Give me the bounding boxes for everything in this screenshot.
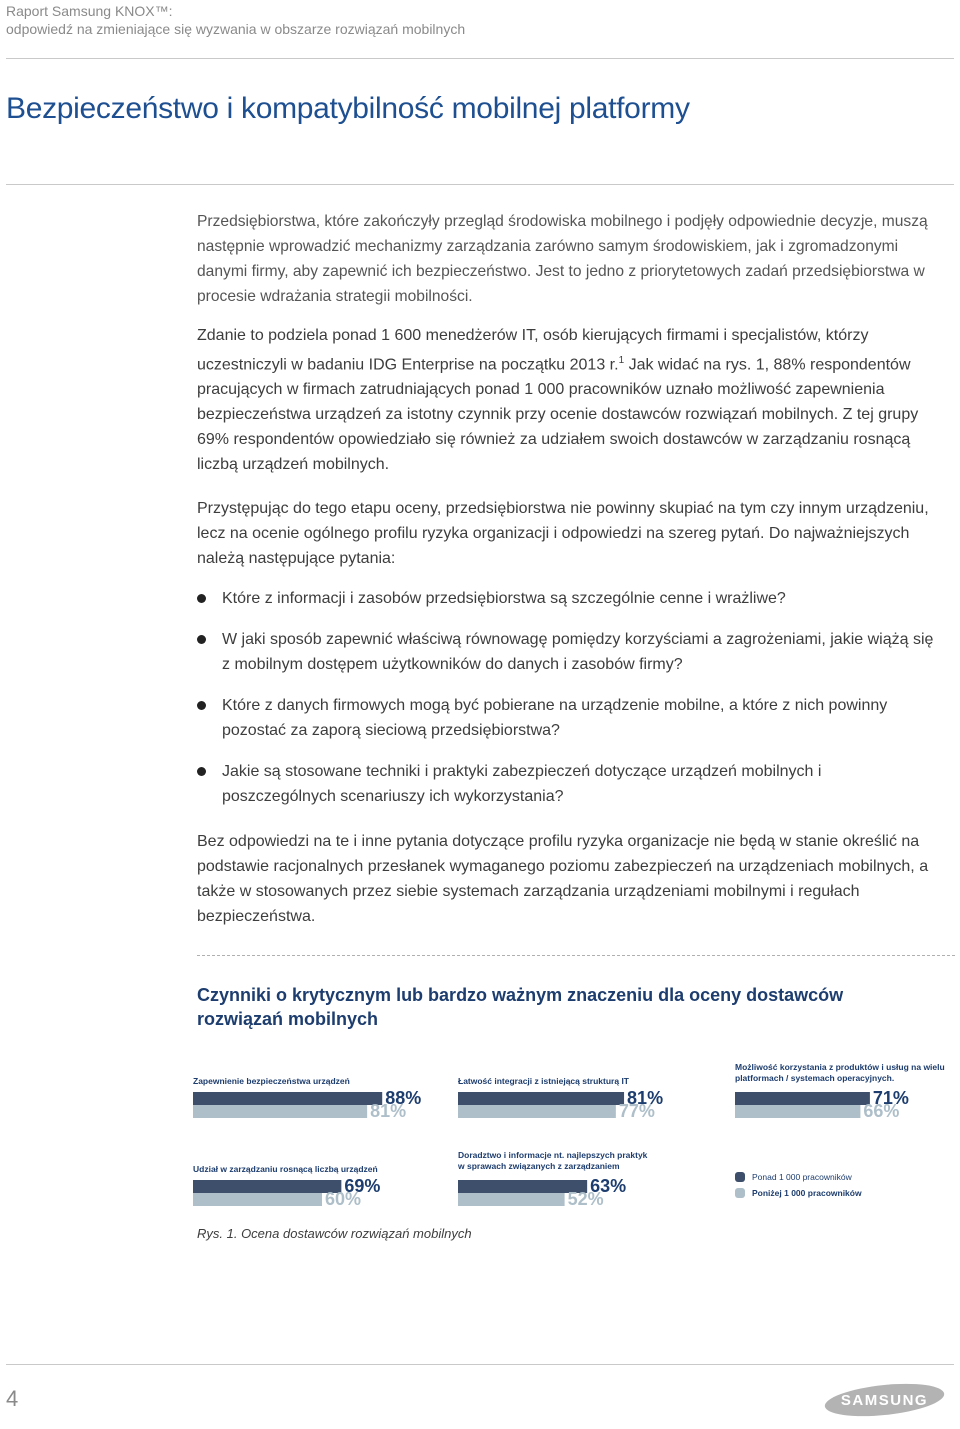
chart-data-label: 81% (627, 1088, 664, 1108)
bullet-icon (197, 594, 206, 603)
list-item: Które z informacji i zasobów przedsiębiorstwa są szczególnie cenne i wrażliwe? (197, 586, 937, 611)
report-title: Raport Samsung KNOX™: (6, 3, 173, 19)
chart-bar (193, 1180, 341, 1193)
survey-paragraph (197, 323, 937, 477)
chart-bar (735, 1105, 860, 1118)
survey-text-a: Zdanie to podziela ponad 1 600 menedżerów IT, osób kierujących firmami i specjalistów, którzy uczestniczyli w badaniu IDG Enterprise na początku 2013 r. (197, 327, 869, 374)
chart-bar (458, 1105, 616, 1118)
chart-title: Czynniki o krytycznym lub bardzo ważnym znaczeniu dla oceny dostawców rozwiązań mobilnych (197, 985, 844, 1029)
samsung-logo (823, 1383, 946, 1417)
list-item: W jaki sposób zapewnić właściwą równowagę pomiędzy korzyściami a zagrożeniami, jakie wiążą się z mobilnym dostępem użytkowników do danych i zasobów firmy? (197, 627, 937, 677)
report-subtitle: odpowiedź na zmieniające się wyzwania w obszarze rozwiązań mobilnych (6, 21, 466, 37)
legend-swatch (735, 1172, 745, 1182)
chart-category-label: Możliwość korzystania z produktów i usług na wielu (735, 1062, 945, 1072)
chart-data-label: 69% (344, 1176, 381, 1196)
chart-bar (458, 1193, 565, 1206)
legend-label: Ponad 1 000 pracowników (752, 1172, 852, 1182)
question-list (197, 586, 937, 809)
chart-category-label: Zapewnienie bezpieczeństwa urządzeń (193, 1076, 350, 1086)
section-divider (197, 955, 955, 956)
chart-bar (193, 1092, 382, 1105)
chart-data-label: 81% (370, 1101, 407, 1121)
survey-text-b: Jak widać na rys. 1, 88% respondentów pracujących w firmach zatrudniających ponad 1 000 pracowników uznało możliwość zapewnienia bezpieczeństwa urządzeń za istotny czynnik przy ocenie dostawców rozwiązań mobilnych. Z tej grupy 69% respondentów opowiedziało się również za udziałem swoich dostawców w zarządzaniu rosnącą liczbą urządzeń mobilnych. (197, 356, 919, 474)
bullet-icon (197, 767, 206, 776)
list-item: Które z danych firmowych mogą być pobierane na urządzenie mobilne, a które z nich powinny pozostać za zaporą sieciową przedsiębiorstwa? (197, 693, 937, 743)
questions-intro-paragraph: Przystępując do tego etapu oceny, przedsiębiorstwa nie powinny skupiać na tym czy innym urządzeniu, lecz na ocenie ogólnego profilu ryzyka organizacji i odpowiedzi na szereg pytań. Do najważniejszych należą następujące pytania: (197, 500, 929, 567)
chart-category-label: Udział w zarządzaniu rosnącą liczbą urządzeń (193, 1164, 378, 1174)
chart-bar (193, 1193, 322, 1206)
legend-label: Poniżej 1 000 pracowników (752, 1188, 862, 1198)
chart-data-label: 71% (872, 1088, 909, 1108)
header-rule (6, 58, 954, 59)
chart-data-label: 88% (385, 1088, 422, 1108)
vendor-factors-chart (0, 1060, 960, 1220)
list-item: Jakie są stosowane techniki i praktyki zabezpieczeń dotyczące urządzeń mobilnych i poszczególnych scenariuszy ich wykorzystania? (197, 759, 937, 809)
chart-bar (735, 1092, 870, 1105)
chart-data-label: 77% (618, 1101, 655, 1121)
bullet-icon (197, 635, 206, 644)
chart-data-label: 63% (590, 1176, 627, 1196)
chart-category-label: platformach / systemach operacyjnych. (735, 1073, 895, 1083)
chart-category-label: Łatwość integracji z istniejącą strukturą IT (458, 1076, 629, 1086)
legend-swatch (735, 1188, 745, 1198)
footer-rule (6, 1364, 954, 1365)
chart-data-label: 52% (567, 1189, 604, 1209)
chart-data-label: 60% (325, 1189, 362, 1209)
chart-bar (193, 1105, 367, 1118)
chart-bar (458, 1092, 624, 1105)
title-rule (6, 184, 954, 185)
intro-paragraph: Przedsiębiorstwa, które zakończyły przegląd środowiska mobilnego i podjęły odpowiednie decyzje, muszą następnie wprowadzić mechanizmy zarządzania zarówno samym środowiskiem, jak i zgromadzonymi danymi firmy, aby zapewnić ich bezpieczeństwo. Jest to jedno z priorytetowych zadań przedsiębiorstwa w procesie wdrażania strategii mobilności. (197, 213, 928, 305)
figure-caption: Rys. 1. Ocena dostawców rozwiązań mobilnych (197, 1226, 472, 1241)
page-title: Bezpieczeństwo i kompatybilność mobilnej platformy (6, 92, 690, 125)
conclusion-paragraph: Bez odpowiedzi na te i inne pytania dotyczące profilu ryzyka organizacje nie będą w stanie określić na podstawie racjonalnych przesłanek wymaganego poziomu zabezpieczeń na urządzeniach mobilnych, a także w stosowanych przez siebie systemach zarządzania urządzeniami mobilnymi i regułach bezpieczeństwa. (197, 833, 929, 925)
chart-category-label: Doradztwo i informacje nt. najlepszych praktyk (458, 1150, 648, 1160)
chart-category-label: w sprawach związanych z zarządzaniem (458, 1161, 620, 1171)
footnote-ref[interactable]: 1 (618, 355, 625, 366)
bullet-icon (197, 701, 206, 710)
page-number: 4 (6, 1386, 19, 1411)
logo-wordmark: SAMSUNG (840, 1392, 929, 1409)
chart-data-label: 66% (863, 1101, 900, 1121)
